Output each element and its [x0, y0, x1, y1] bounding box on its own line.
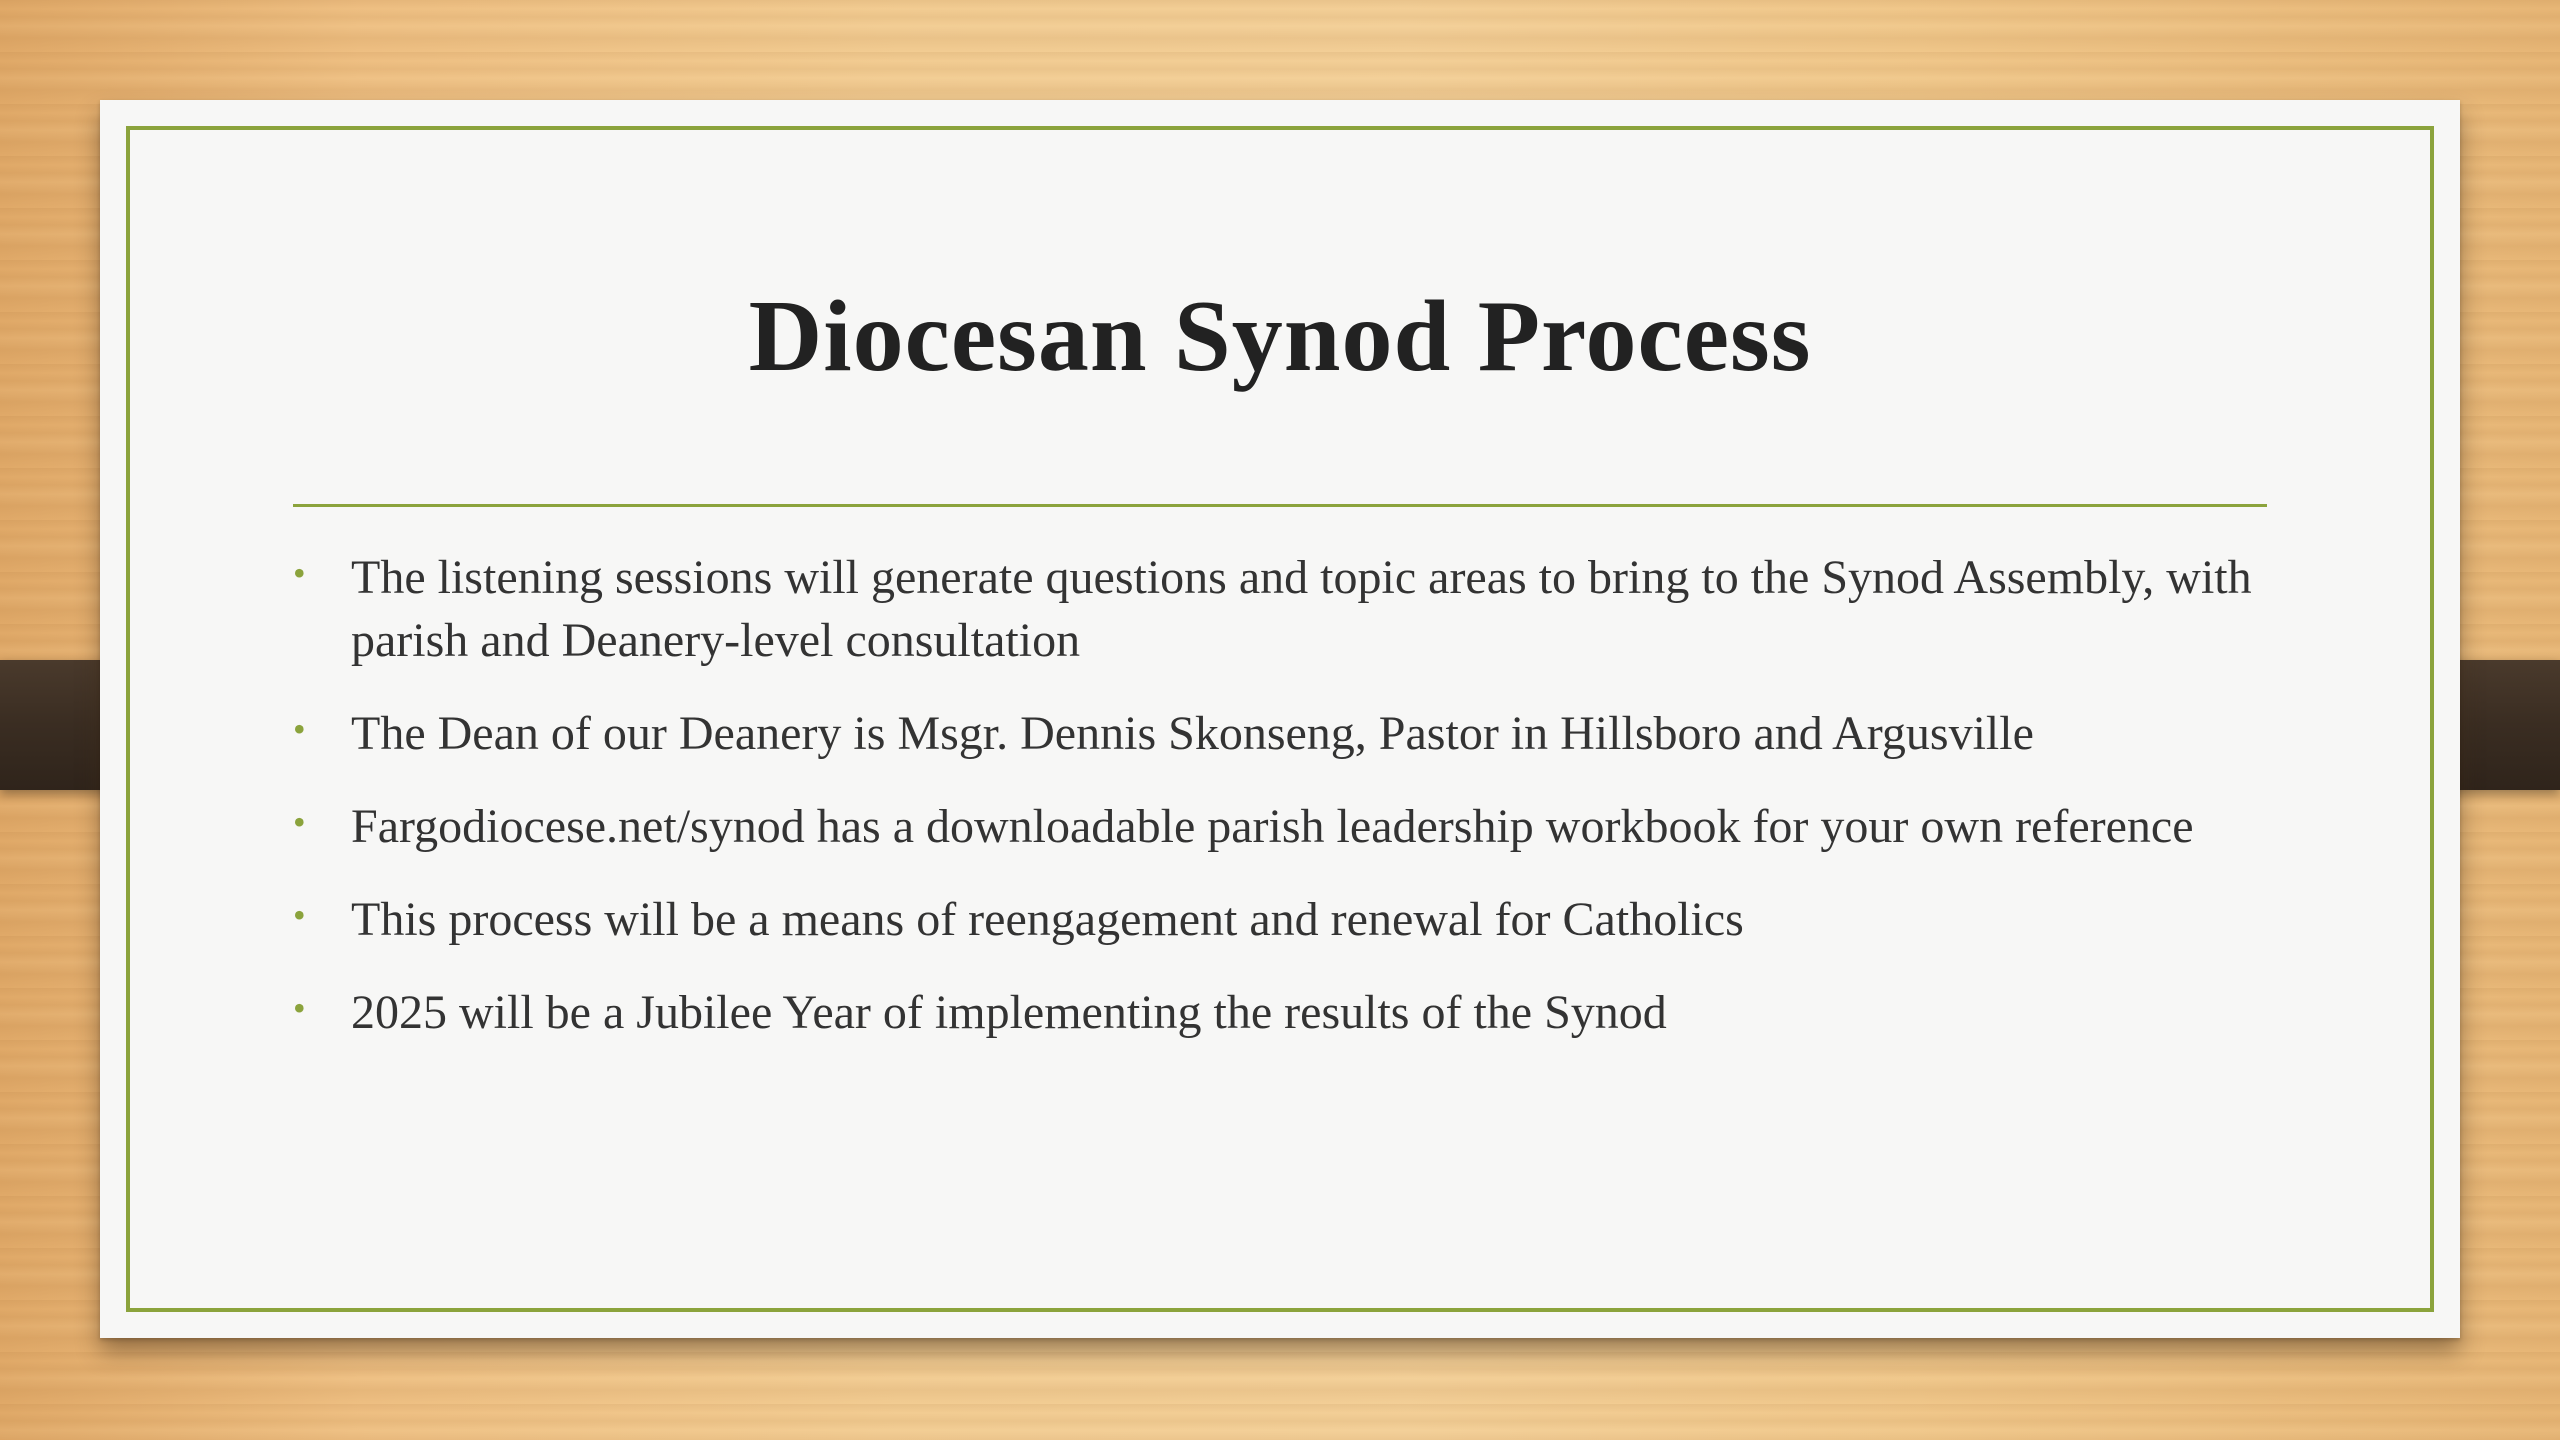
bullet-item	[293, 546, 2253, 672]
slide-title: Diocesan Synod Process	[748, 280, 1812, 393]
bullet-list	[293, 546, 2253, 1074]
bullet-item	[293, 981, 2253, 1044]
slide-card	[100, 100, 2460, 1338]
bullet-item	[293, 795, 2253, 858]
bullet-icon: •	[293, 802, 306, 842]
bullet-text: This process will be a means of reengagement and renewal for Catholics	[351, 893, 1744, 946]
bullet-text: 2025 will be a Jubilee Year of implementing the results of the Synod	[351, 986, 1667, 1039]
bullet-item	[293, 888, 2253, 951]
bullet-icon: •	[293, 988, 306, 1028]
bullet-icon: •	[293, 895, 306, 935]
bullet-text: The Dean of our Deanery is Msgr. Dennis Skonseng, Pastor in Hillsboro and Argusville	[351, 707, 2034, 760]
bullet-icon: •	[293, 553, 306, 593]
bullet-icon: •	[293, 709, 306, 749]
title-divider	[293, 504, 2267, 507]
bullet-text: Fargodiocese.net/synod has a downloadable parish leadership workbook for your own reference	[351, 800, 2194, 853]
bullet-text: The listening sessions will generate questions and topic areas to bring to the Synod Assembly, with parish and Deanery-level consultation	[351, 551, 2252, 667]
bullet-item	[293, 702, 2253, 765]
